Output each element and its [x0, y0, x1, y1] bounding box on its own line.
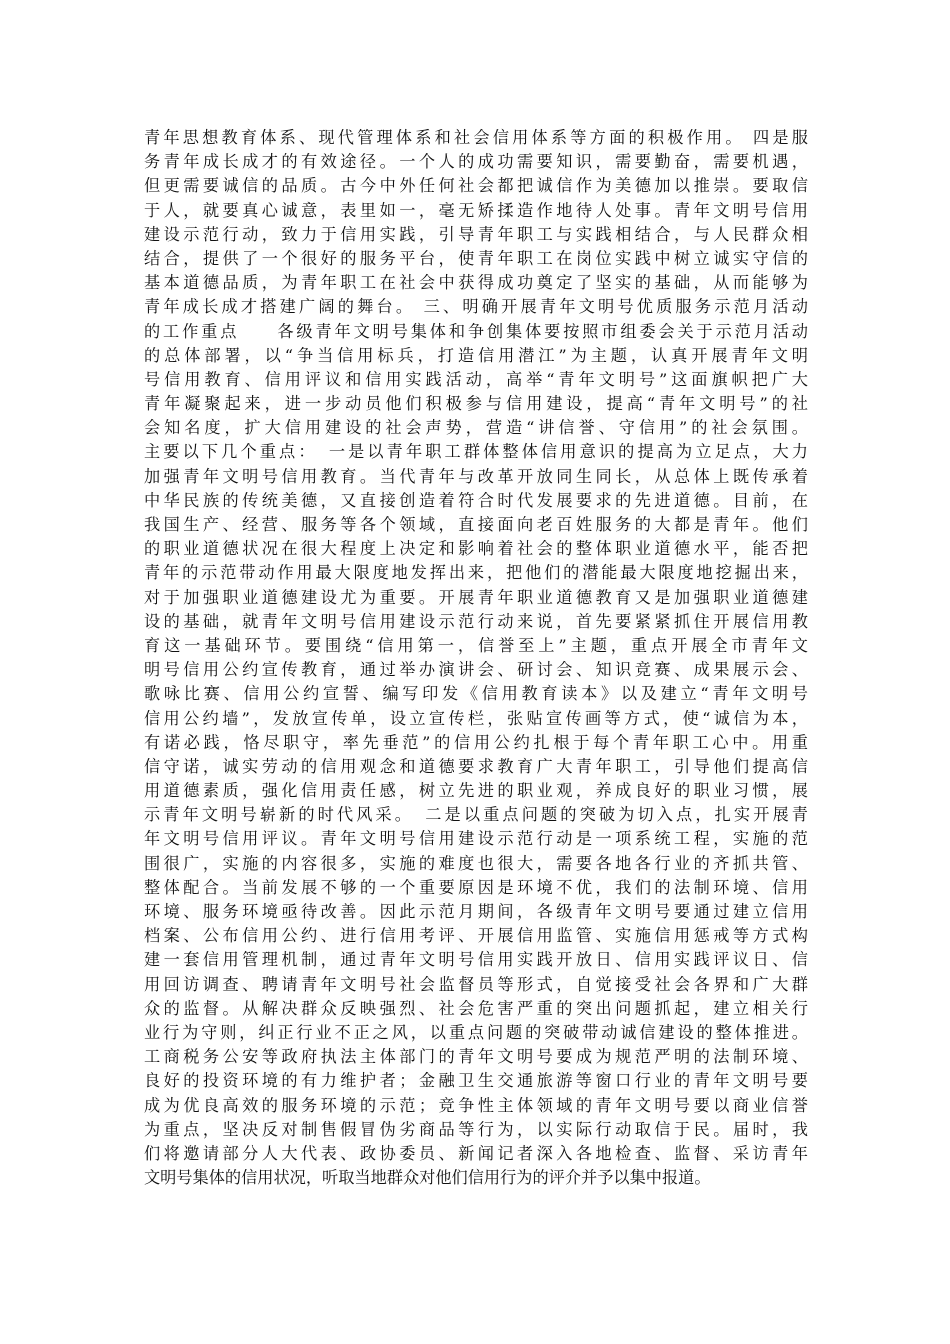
text-line: 明号信用公约宣传教育，通过举办演讲会、研讨会、知识竞赛、成果展示会、 — [144, 660, 808, 680]
body-text — [144, 126, 808, 1190]
text-line: 加强青年文明号信用教育。当代青年与改革开放同生同长，从总体上既传承着 — [144, 466, 808, 486]
text-line: 青年的示范带动作用最大限度地发挥出来，把他们的潜能最大限度地挖掘出来， — [144, 563, 808, 583]
text-line: 于人，就要真心诚意，表里如一，毫无矫揉造作地待人处事。青年文明号信用 — [144, 200, 808, 220]
text-line: 歌咏比赛、信用公约宣誓、编写印发《信用教育读本》以及建立“青年文明号 — [144, 684, 808, 704]
text-line: 建一套信用管理机制，通过青年文明号信用实践开放日、信用实践评议日、信 — [144, 950, 808, 970]
text-line: 整体配合。当前发展不够的一个重要原因是环境不优，我们的法制环境、信用 — [144, 877, 808, 897]
text-line: 环境、服务环境亟待改善。因此示范月期间，各级青年文明号要通过建立信用 — [144, 902, 808, 921]
text-line: 对于加强职业道德建设尤为重要。开展青年职业道德教育又是加强职业道德建 — [144, 587, 808, 607]
text-line: 建设示范行动，致力于信用实践，引导青年职工与实践相结合，与人民群众相 — [144, 224, 808, 244]
text-line: 青年成长成才搭建广阔的舞台。 三、明确开展青年文明号优质服务示范月活动 — [144, 297, 808, 317]
text-line: 年文明号信用评议。青年文明号信用建设示范行动是一项系统工程，实施的范 — [144, 829, 808, 849]
text-line: 有诺必践，恪尽职守，率先垂范”的信用公约扎根于每个青年职工心中。用重 — [144, 732, 808, 752]
text-line: 围很广，实施的内容很多，实施的难度也很大，需要各地各行业的齐抓共管、 — [144, 853, 808, 873]
text-line: 为重点，坚决反对制售假冒伪劣商品等行为，以实际行动取信于民。届时，我 — [144, 1119, 808, 1139]
text-line: 工商税务公安等政府执法主体部门的青年文明号要成为规范严明的法制环境、 — [144, 1047, 808, 1067]
text-line: 们将邀请部分人大代表、政协委员、新闻记者深入各地检查、监督、采访青年 — [144, 1143, 808, 1163]
text-line: 设的基础，就青年文明号信用建设示范行动来说，首先要紧紧抓住开展信用教 — [144, 611, 808, 631]
text-line: 主要以下几个重点： 一是以青年职工群体整体信用意识的提高为立足点，大力 — [144, 442, 808, 462]
text-line: 档案、公布信用公约、进行信用考评、开展信用监管、实施信用惩戒等方式构 — [144, 926, 808, 946]
text-line: 用回访调查、聘请青年文明号社会监督员等形式，自觉接受社会各界和广大群 — [144, 974, 808, 994]
text-line: 信用公约墙”，发放宣传单，设立宣传栏，张贴宣传画等方式，使“诚信为本， — [144, 708, 808, 728]
text-line: 基本道德品质，为青年职工在社会中获得成功奠定了坚实的基础，从而能够为 — [144, 273, 808, 293]
text-line: 青年思想教育体系、现代管理体系和社会信用体系等方面的积极作用。 四是服 — [144, 128, 808, 147]
text-line: 示青年文明号崭新的时代风采。 二是以重点问题的突破为切入点，扎实开展青 — [144, 805, 808, 825]
text-line: 的总体部署，以“争当信用标兵，打造信用潜江”为主题，认真开展青年文明 — [144, 345, 808, 365]
text-line: 青年凝聚起来，进一步动员他们积极参与信用建设，提高“青年文明号”的社 — [144, 394, 808, 414]
text-line: 信守诺，诚实劳动的信用观念和道德要求教育广大青年职工，引导他们提高信 — [144, 756, 808, 776]
text-line: 号信用教育、信用评议和信用实践活动，高举“青年文明号”这面旗帜把广大 — [144, 369, 808, 389]
text-line: 但更需要诚信的品质。古今中外任何社会都把诚信作为美德加以推崇。要取信 — [144, 176, 808, 196]
text-line: 成为优良高效的服务环境的示范；竞争性主体领域的青年文明号要以商业信誉 — [144, 1095, 808, 1115]
text-line: 的职业道德状况在很大程度上决定和影响着社会的整体职业道德水平，能否把 — [144, 539, 808, 559]
text-line: 文明号集体的信用状况，听取当地群众对他们信用行为的评介并予以集中报道。 — [144, 1168, 711, 1188]
text-line: 业行为守则，纠正行业不正之风，以重点问题的突破带动诚信建设的整体推进。 — [144, 1022, 808, 1042]
text-line: 用道德素质，强化信用责任感，树立先进的职业观，养成良好的职业习惯，展 — [144, 781, 808, 801]
text-line: 良好的投资环境的有力维护者；金融卫生交通旅游等窗口行业的青年文明号要 — [144, 1071, 808, 1091]
text-line: 我国生产、经营、服务等各个领域，直接面向老百姓服务的大都是青年。他们 — [144, 515, 808, 534]
text-line: 的工作重点 各级青年文明号集体和争创集体要按照市组委会关于示范月活动 — [144, 321, 808, 341]
text-line: 务青年成长成才的有效途径。一个人的成功需要知识，需要勤奋，需要机遇， — [144, 152, 808, 172]
text-line: 育这一基础环节。要围绕“信用第一，信誉至上”主题，重点开展全市青年文 — [144, 635, 808, 655]
text-line: 众的监督。从解决群众反映强烈、社会危害严重的突出问题抓起，建立相关行 — [144, 998, 808, 1018]
text-line: 中华民族的传统美德，又直接创造着符合时代发展要求的先进道德。目前，在 — [144, 490, 808, 510]
text-line: 结合，提供了一个很好的服务平台，使青年职工在岗位实践中树立诚实守信的 — [144, 248, 808, 268]
text-line: 会知名度，扩大信用建设的社会声势，营造“讲信誉、守信用”的社会氛围。 — [144, 418, 808, 438]
